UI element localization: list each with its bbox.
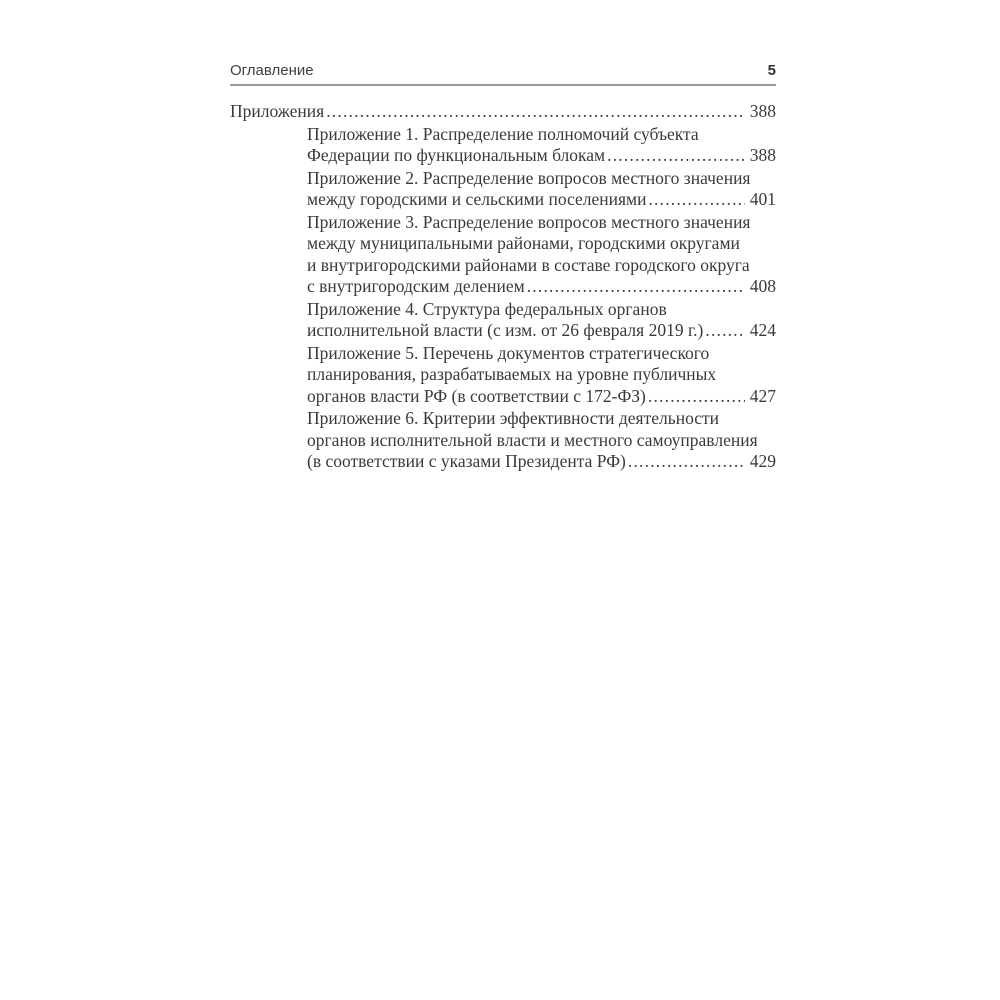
toc-entry-line	[307, 145, 776, 167]
toc-page-number: 388	[749, 101, 776, 121]
toc-list	[230, 100, 776, 473]
toc-entry-line	[307, 430, 776, 452]
dot-leader	[648, 386, 745, 408]
toc-entry-line	[307, 124, 776, 146]
running-head-title: Оглавление	[230, 62, 314, 79]
running-head	[230, 62, 776, 86]
toc-entry-text: с внутригородским делением	[307, 276, 525, 296]
toc-entry-line	[307, 408, 776, 430]
toc-entry-line	[307, 233, 776, 255]
toc-entry-line	[307, 386, 776, 408]
dot-leader	[326, 101, 745, 123]
dot-leader	[705, 320, 744, 342]
toc-page-number: 401	[749, 189, 776, 209]
toc-entry-text: планирования, разрабатываемых на уровне публичных	[307, 364, 717, 384]
dot-leader	[628, 451, 745, 473]
toc-entry-text: между городскими и сельскими поселениями	[307, 189, 647, 209]
dot-leader	[607, 145, 745, 167]
toc-entry	[230, 299, 776, 342]
toc-page-number: 388	[749, 145, 776, 165]
toc-entry-text: Приложение 5. Перечень документов стратегического	[307, 342, 710, 363]
toc-entry-line	[307, 320, 776, 342]
toc-entry-text: Приложение 6. Критерии эффективности деятельности	[307, 408, 720, 428]
dot-leader	[527, 276, 745, 298]
toc-entry-text: Приложение 3. Распределение вопросов местного значения	[307, 211, 751, 232]
toc-page-number: 408	[749, 276, 776, 296]
toc-entry-line	[307, 255, 776, 277]
toc-entry-line	[307, 189, 776, 211]
toc-entry-line	[307, 451, 776, 473]
toc-entry	[230, 212, 776, 298]
toc-entry-text: исполнительной власти (с изм. от 26 февраля 2019 г.)	[307, 320, 704, 340]
toc-entry-text: Федерации по функциональным блокам	[307, 145, 606, 165]
toc-page-number: 427	[749, 385, 776, 406]
toc-entry-text: и внутригородскими районами в составе городского округа	[307, 254, 750, 275]
toc-entry-text: (в соответствии с указами Президента РФ)	[307, 451, 626, 471]
toc-entry-text: Приложение 4. Структура федеральных органов	[307, 298, 667, 319]
toc-entry-text: органов власти РФ (в соответствии с 172-ФЗ)	[307, 385, 646, 406]
toc-entry	[230, 343, 776, 408]
toc-entry-text: Приложения	[230, 101, 325, 121]
toc-page-number: 429	[749, 451, 776, 471]
toc-entry-text: Приложение 2. Распределение вопросов местного значения	[307, 167, 751, 188]
toc-entry	[230, 101, 776, 123]
toc-entry	[230, 408, 776, 473]
toc-entry-line	[307, 276, 776, 298]
toc-entry-text: Приложение 1. Распределение полномочий субъекта	[307, 123, 699, 144]
toc-entry-line	[307, 299, 776, 321]
toc-entry	[230, 124, 776, 167]
page-folio-number: 5	[767, 62, 776, 79]
toc-entry-text: органов исполнительной власти и местного самоуправления	[307, 429, 758, 450]
dot-leader	[648, 189, 744, 211]
toc-entry-line	[230, 101, 776, 123]
toc-entry-line	[307, 364, 776, 386]
toc-entry-line	[307, 168, 776, 190]
toc-page-number: 424	[749, 320, 776, 340]
toc-entry-line	[307, 212, 776, 234]
toc-entry	[230, 168, 776, 211]
toc-entry-line	[307, 343, 776, 365]
toc-entry-text: между муниципальными районами, городскими округами	[307, 233, 740, 253]
